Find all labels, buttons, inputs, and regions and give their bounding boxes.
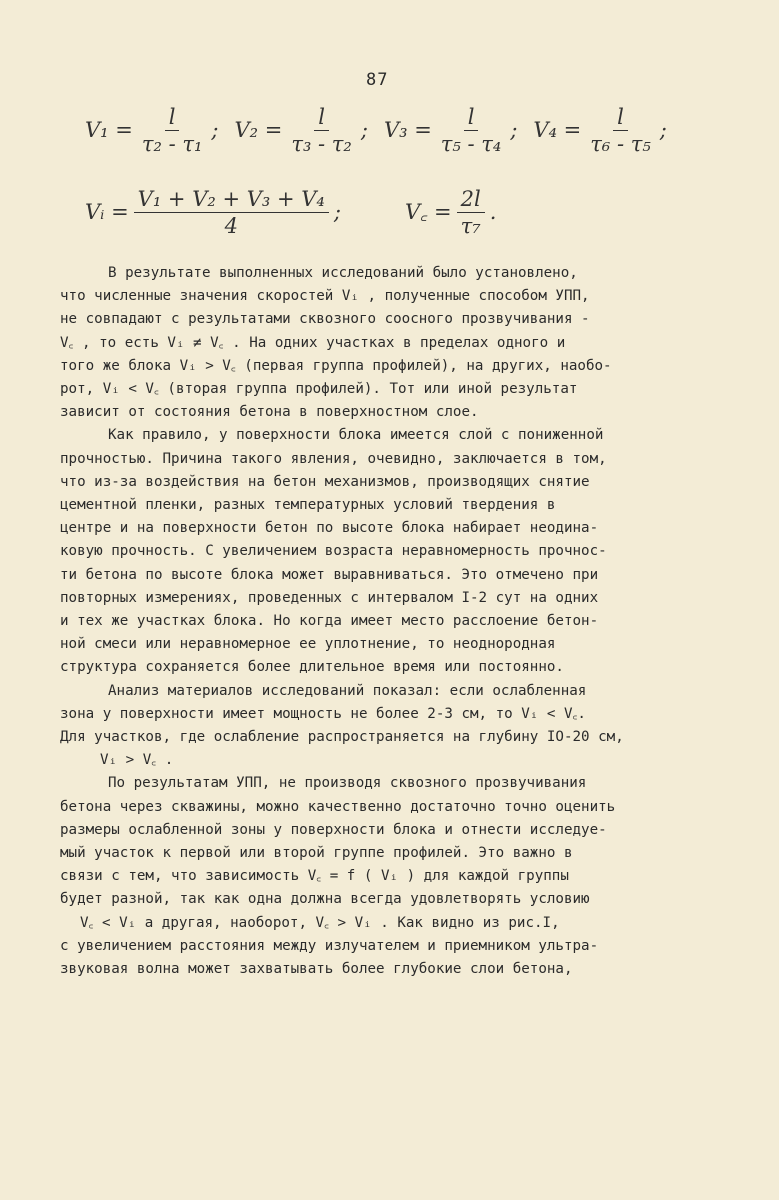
formula-separator: . bbox=[489, 200, 497, 224]
formula-separator: ; bbox=[360, 118, 368, 142]
velocity-formulas-row bbox=[85, 100, 683, 160]
fraction-numerator: l bbox=[165, 104, 180, 131]
fraction-denominator: 4 bbox=[224, 213, 238, 238]
formula-lhs: V₃ = bbox=[383, 118, 432, 142]
paragraph-surface-layer bbox=[60, 424, 710, 679]
formula-lhs: V₂ = bbox=[234, 118, 283, 142]
text-line: будет разной, так как одна должна всегда удовлетворять условию bbox=[60, 891, 590, 908]
text-line: ти бетона по высоте блока может выравниваться. Это отмечено при bbox=[60, 566, 599, 583]
fraction bbox=[586, 104, 655, 157]
formula-v3 bbox=[384, 104, 517, 157]
formula-separator: ; bbox=[659, 118, 667, 142]
text-line: зависит от состояния бетона в поверхностном слое. bbox=[60, 404, 479, 421]
text-line: структура сохраняется более длительное время или постоянно. bbox=[60, 659, 564, 676]
text-line: V꜀ , то есть Vᵢ ≠ V꜀ . На одних участках в пределах одного и bbox=[60, 334, 566, 351]
fraction-denominator: τ₆ - τ₅ bbox=[590, 131, 651, 156]
text-line: рот, Vᵢ < V꜀ (вторая группа профилей). Тот или иной результат bbox=[60, 381, 578, 398]
text-line: ной смеси или неравномерное ее уплотнение, то неоднородная bbox=[60, 636, 556, 653]
fraction bbox=[457, 186, 485, 239]
formula-separator: ; bbox=[211, 118, 219, 142]
formula-block bbox=[85, 100, 683, 242]
text-line: повторных измерениях, проведенных с интервалом I-2 сут на одних bbox=[60, 589, 599, 606]
fraction-numerator: l bbox=[613, 104, 628, 131]
fraction-denominator: τ₇ bbox=[460, 213, 481, 238]
text-line: Анализ материалов исследований показал: если ослабленная bbox=[108, 682, 587, 699]
text-line: прочностью. Причина такого явления, очевидно, заключается в том, bbox=[60, 450, 607, 467]
fraction-denominator: τ₅ - τ₄ bbox=[440, 131, 502, 156]
formula-v2 bbox=[234, 104, 367, 157]
text-line: того же блока Vᵢ > V꜀ (первая группа профилей), на других, наобо- bbox=[60, 357, 612, 374]
fraction-denominator: τ₃ - τ₂ bbox=[291, 131, 352, 156]
fraction-numerator: 2l bbox=[457, 186, 485, 213]
text-line: и тех же участках блока. Но когда имеет место расслоение бетон- bbox=[60, 613, 599, 630]
average-velocity-formulas-row bbox=[85, 182, 683, 242]
text-line: не совпадают с результатами сквозного соосного прозвучивания - bbox=[60, 311, 590, 328]
text-line: звуковая волна может захватывать более глубокие слои бетона, bbox=[60, 961, 573, 978]
formula-separator: ; bbox=[333, 200, 341, 224]
fraction bbox=[134, 186, 329, 239]
formula-lhs: V꜀ = bbox=[404, 200, 452, 224]
formula-vc bbox=[405, 186, 496, 239]
text-line: Vᵢ > V꜀ . bbox=[100, 752, 174, 769]
text-line: размеры ослабленной зоны у поверхности блока и отнести исследуе- bbox=[60, 821, 607, 838]
text-line: что из-за воздействия на бетон механизмов, производящих снятие bbox=[60, 473, 590, 490]
paragraph-results bbox=[60, 262, 710, 424]
text-line: зона у поверхности имеет мощность не более 2-3 см, то Vᵢ < V꜀. bbox=[60, 705, 586, 722]
text-line: связи с тем, что зависимость V꜀ = f ( Vᵢ ) для каждой группы bbox=[60, 868, 569, 885]
formula-lhs: V₁ = bbox=[85, 118, 133, 142]
fraction bbox=[287, 104, 356, 157]
text-line: мый участок к первой или второй группе профилей. Это важно в bbox=[60, 845, 573, 862]
body-text bbox=[60, 262, 710, 981]
text-line: По результатам УПП, не производя сквозного прозвучивания bbox=[108, 775, 587, 792]
formula-separator: ; bbox=[510, 118, 518, 142]
fraction-numerator: V₁ + V₂ + V₃ + V₄ bbox=[134, 186, 329, 213]
paragraph-upp-results bbox=[60, 772, 710, 981]
text-line: цементной пленки, разных температурных условий твердения в bbox=[60, 497, 556, 514]
text-line: что численные значения скоростей Vᵢ , полученные способом УПП, bbox=[60, 288, 590, 305]
formula-v4 bbox=[533, 104, 666, 157]
text-line: центре и на поверхности бетон по высоте блока набирает неодина- bbox=[60, 520, 599, 537]
text-line: с увеличением расстояния между излучателем и приемником ультра- bbox=[60, 937, 599, 954]
text-line: V꜀ < Vᵢ а другая, наоборот, V꜀ > Vᵢ . Как видно из рис.I, bbox=[80, 914, 560, 931]
paragraph-analysis bbox=[60, 680, 710, 773]
fraction-denominator: τ₂ - τ₁ bbox=[141, 131, 203, 156]
page-number: 87 bbox=[366, 70, 389, 90]
formula-vi bbox=[85, 186, 341, 239]
formula-v1 bbox=[85, 104, 218, 157]
fraction bbox=[437, 104, 506, 157]
text-line: Для участков, где ослабление распространяется на глубину IO-20 см, bbox=[60, 729, 624, 746]
text-line: Как правило, у поверхности блока имеется слой с пониженной bbox=[108, 427, 604, 444]
formula-lhs: Vᵢ = bbox=[85, 200, 129, 224]
formula-lhs: V₄ = bbox=[533, 118, 582, 142]
fraction-numerator: l bbox=[314, 104, 329, 131]
fraction-numerator: l bbox=[464, 104, 479, 131]
text-line: В результате выполненных исследований было установлено, bbox=[108, 265, 578, 281]
fraction bbox=[138, 104, 207, 157]
text-line: бетона через скважины, можно качественно достаточно точно оценить bbox=[60, 798, 616, 815]
text-line: ковую прочность. С увеличением возраста неравномерность прочнос- bbox=[60, 543, 607, 560]
